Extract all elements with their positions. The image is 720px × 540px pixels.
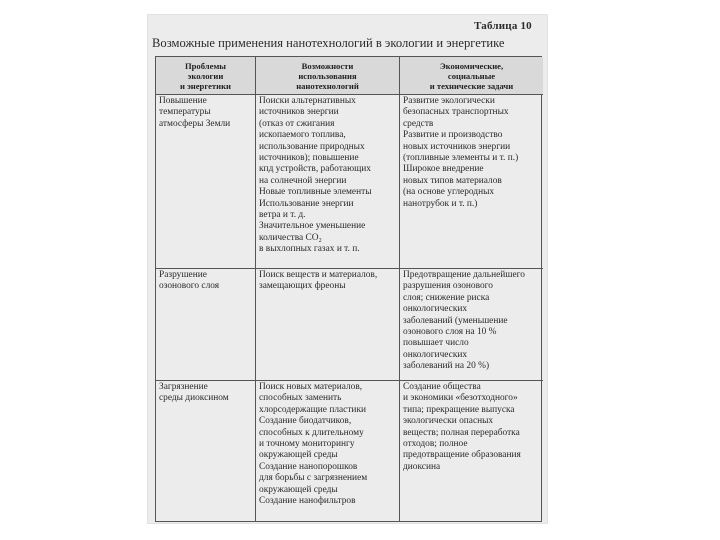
- row-3-problem: Загрязнение среды диоксином: [156, 381, 256, 521]
- row-3-possibilities: Поиск новых материалов, способных заменить хлорсодержащие пластики Создание биодатчиков, способных к длительному и точному мониторингу окружающей среды Создание нанопорошков для борьбы с загрязнением окружающей среды Создание нанофильтров: [256, 381, 400, 521]
- row-1-problem: Повышение температуры атмосферы Земли: [156, 95, 256, 269]
- row-1-possibilities: Поиски альтернативных источников энергии (отказ от сжигания ископаемого топлива, использование природных источников); повышение кпд устройств, работающих на солнечной энергии Новые топливные элементы Использование энергии ветра и т. д. Значительное уменьшение количества CO₂ в выхлопных газах и т. п.: [256, 95, 400, 269]
- nanotech-table: [155, 56, 542, 522]
- header-tasks: Экономические, социальные и технические задачи: [400, 57, 543, 95]
- row-3-tasks: Создание общества и экономики «безотходного» типа; прекращение выпуска экологически опасных веществ; полная переработка отходов; полное предотвращение образования диоксина: [403, 382, 521, 472]
- row-2-problem: Разрушение озонового слоя: [156, 269, 256, 381]
- row-2-tasks: Предотвращение дальнейшего разрушения озонового слоя; снижение риска онкологических заболеваний (уменьшение озонового слоя на 10 % повышает число онкологических заболеваний на 20 %): [400, 269, 543, 381]
- header-possibilities: Возможности использования нанотехнологий: [256, 57, 400, 95]
- row-1-tasks: Развитие экологически безопасных транспортных средств Развитие и производство новых источников энергии (топливные элементы и т. п.) Широкое внедрение новых типов материалов (на основе углеродных нанотрубок и т. п.): [400, 95, 543, 269]
- header-problems: Проблемы экологии и энергетики: [156, 57, 256, 95]
- row-2-possibilities: Поиск веществ и материалов, замещающих фреоны: [256, 269, 400, 381]
- table-number-label: Таблица 10: [474, 20, 532, 32]
- table-title: Возможные применения нанотехнологий в экологии и энергетике: [152, 36, 505, 50]
